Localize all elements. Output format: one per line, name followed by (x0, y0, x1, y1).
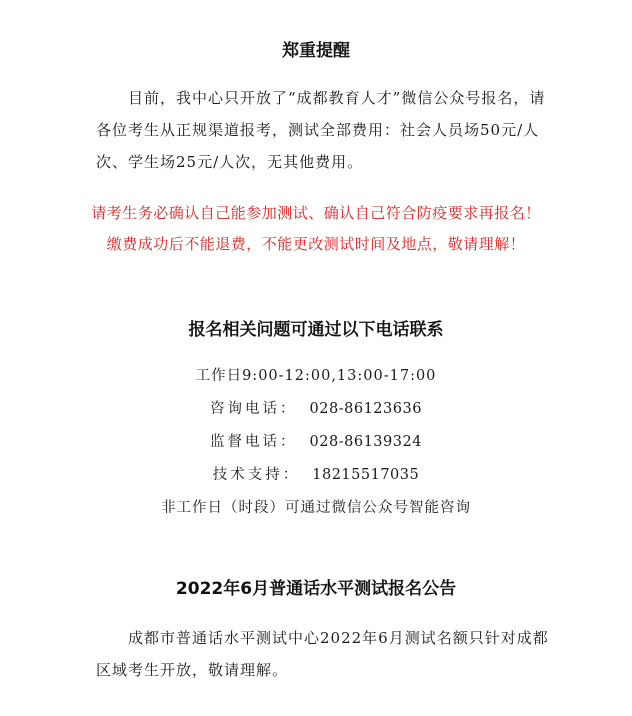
tech-support-number[interactable]: 18215517035 (312, 467, 420, 483)
contact-title: 报名相关问题可通过以下电话联系 (188, 320, 444, 340)
work-hours: 工作日9:00-12:00,13:00-17:00 (195, 368, 437, 384)
notice-paragraph: 目前，我中心只开放了“成都教育人才”微信公众号报名，请各位考生从正规渠道报考，测试全部费用：社会人员场50元/人次、学生场25元/人次，无其他费用。 (96, 89, 546, 171)
consult-phone-number[interactable]: 028-86123636 (309, 401, 422, 417)
tech-support-label: 技术支持： (212, 467, 301, 483)
supervise-phone-number[interactable]: 028-86139324 (309, 434, 422, 450)
tech-support-row (0, 465, 632, 485)
warning-line-2: 缴费成功后不能退费，不能更改测试时间及地点，敬请理解！ (106, 235, 526, 253)
warning-line-1: 请考生务必确认自己能参加测试、确认自己符合防疫要求再报名！ (91, 204, 541, 222)
consult-phone-label: 咨询电话： (210, 401, 298, 417)
announcement-paragraph: 成都市普通话水平测试中心2022年6月测试名额只针对成都区域考生开放，敬请理解。 (96, 629, 549, 679)
consult-phone-row (0, 399, 632, 419)
notice-title: 郑重提醒 (282, 41, 350, 61)
announcement-title: 2022年6月普通话水平测试报名公告 (175, 579, 457, 599)
supervise-phone-label: 监督电话： (210, 434, 298, 450)
supervise-phone-row (0, 432, 632, 452)
non-work-note: 非工作日（时段）可通过微信公众号智能咨询 (161, 500, 471, 516)
